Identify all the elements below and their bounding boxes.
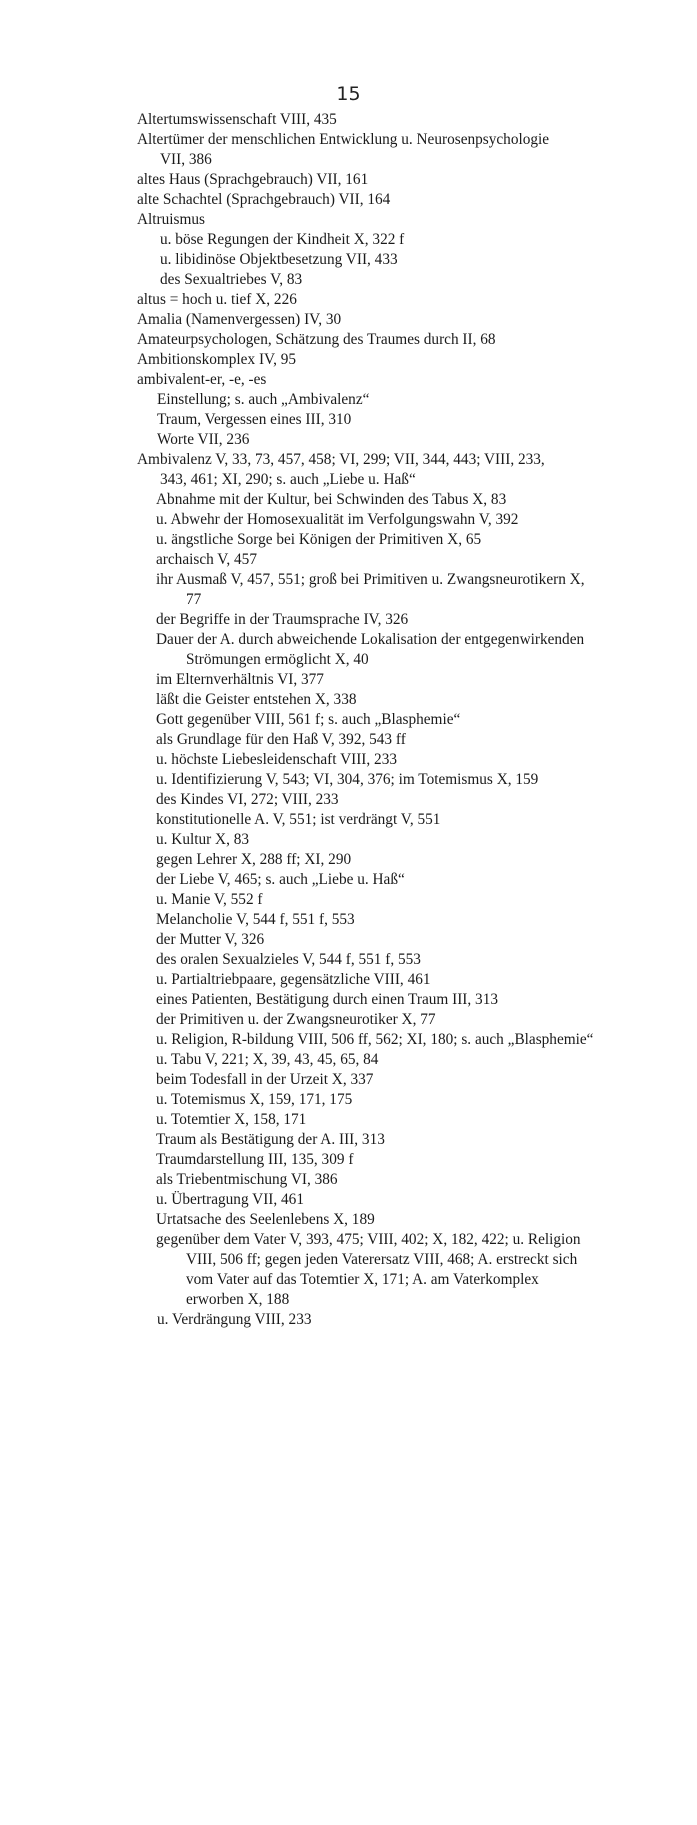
index-entry: gegen Lehrer X, 288 ff; XI, 290: [156, 851, 352, 868]
index-entry: Altruismus: [137, 211, 205, 228]
index-entry: Traum als Bestätigung der A. III, 313: [156, 1131, 385, 1148]
index-entry: Dauer der A. durch abweichende Lokalisation der entgegenwirkenden Strömungen ermöglicht X, 40: [156, 631, 585, 668]
index-entry: u. höchste Liebesleidenschaft VIII, 233: [156, 751, 397, 768]
page-number: 15: [336, 83, 361, 105]
index-entry: Traumdarstellung III, 135, 309 f: [156, 1151, 354, 1168]
index-entry: Melancholie V, 544 f, 551 f, 553: [156, 911, 355, 928]
index-entry: des oralen Sexualzieles V, 544 f, 551 f, 553: [156, 951, 421, 968]
index-entry: gegenüber dem Vater V, 393, 475; VIII, 402; X, 182, 422; u. Religion VIII, 506 ff; gegen jeden Vaterersatz VIII, 468; A. erstreckt sich vom Vater auf das Totemtier X, 171; A. am Vaterkomplex erworben X, 188: [156, 1231, 581, 1308]
index-entry: ambivalent-er, -e, -es: [137, 371, 267, 388]
index-entry: Altertümer der menschlichen Entwicklung u. Neurosenpsychologie VII, 386: [137, 131, 550, 168]
index-entry: Ambivalenz V, 33, 73, 457, 458; VI, 299; VII, 344, 443; VIII, 233, 343, 461; XI, 290; s. auch „Liebe u. Haß“: [137, 451, 545, 488]
index-entry: Einstellung; s. auch „Ambivalenz“: [157, 391, 370, 408]
index-entry: Abnahme mit der Kultur, bei Schwinden des Tabus X, 83: [156, 491, 507, 508]
index-entry: u. libidinöse Objektbesetzung VII, 433: [160, 251, 398, 268]
index-entry: der Begriffe in der Traumsprache IV, 326: [156, 611, 409, 628]
index-entry: Urtatsache des Seelenlebens X, 189: [156, 1211, 375, 1228]
index-entry: u. Übertragung VII, 461: [156, 1191, 304, 1208]
index-entry: eines Patienten, Bestätigung durch einen Traum III, 313: [156, 991, 498, 1008]
index-entry: Altertumswissenschaft VIII, 435: [137, 111, 337, 128]
index-entry: Worte VII, 236: [157, 431, 250, 448]
index-entry: der Mutter V, 326: [156, 931, 265, 948]
index-entry: der Primitiven u. der Zwangsneurotiker X, 77: [156, 1011, 436, 1028]
index-entry: beim Todesfall in der Urzeit X, 337: [156, 1071, 374, 1088]
index-entry: Traum, Vergessen eines III, 310: [157, 411, 352, 428]
index-entry: der Liebe V, 465; s. auch „Liebe u. Haß“: [156, 871, 405, 888]
index-entry: Gott gegenüber VIII, 561 f; s. auch „Blasphemie“: [156, 711, 461, 728]
index-entry: altus = hoch u. tief X, 226: [137, 291, 297, 308]
index-entry: u. Kultur X, 83: [156, 831, 250, 848]
index-entry: als Triebentmischung VI, 386: [156, 1171, 338, 1188]
index-entry: u. böse Regungen der Kindheit X, 322 f: [160, 231, 405, 248]
index-entry: als Grundlage für den Haß V, 392, 543 ff: [156, 731, 406, 748]
index-entry: u. Partialtriebpaare, gegensätzliche VIII, 461: [156, 971, 431, 988]
index-entry: läßt die Geister entstehen X, 338: [156, 691, 357, 708]
index-entry: u. Totemtier X, 158, 171: [156, 1111, 307, 1128]
index-entry: altes Haus (Sprachgebrauch) VII, 161: [137, 171, 369, 188]
index-entry: u. Totemismus X, 159, 171, 175: [156, 1091, 353, 1108]
index-entry: im Elternverhältnis VI, 377: [156, 671, 324, 688]
index-entry: u. Manie V, 552 f: [156, 891, 263, 908]
index-entry: konstitutionelle A. V, 551; ist verdrängt V, 551: [156, 811, 441, 828]
index-entry: alte Schachtel (Sprachgebrauch) VII, 164: [137, 191, 391, 208]
index-entry: des Kindes VI, 272; VIII, 233: [156, 791, 339, 808]
index-entry: u. Abwehr der Homosexualität im Verfolgungswahn V, 392: [156, 511, 519, 528]
index-entry: archaisch V, 457: [156, 551, 257, 568]
index-entry: u. Verdrängung VIII, 233: [157, 1311, 312, 1328]
index-entry: Amalia (Namenvergessen) IV, 30: [137, 311, 342, 328]
index-entry: des Sexualtriebes V, 83: [160, 271, 303, 288]
index-entry: Amateurpsychologen, Schätzung des Traumes durch II, 68: [137, 331, 496, 348]
index-entry: u. Identifizierung V, 543; VI, 304, 376; im Totemismus X, 159: [156, 771, 539, 788]
index-entry: u. Religion, R-bildung VIII, 506 ff, 562; XI, 180; s. auch „Blasphemie“: [156, 1031, 594, 1048]
index-entry: u. ängstliche Sorge bei Königen der Primitiven X, 65: [156, 531, 482, 548]
index-entry: Ambitionskomplex IV, 95: [137, 351, 297, 368]
index-entry: ihr Ausmaß V, 457, 551; groß bei Primitiven u. Zwangsneurotikern X, 77: [156, 571, 585, 608]
index-entry: u. Tabu V, 221; X, 39, 43, 45, 65, 84: [156, 1051, 379, 1068]
index-entries: [0, 110, 697, 1330]
